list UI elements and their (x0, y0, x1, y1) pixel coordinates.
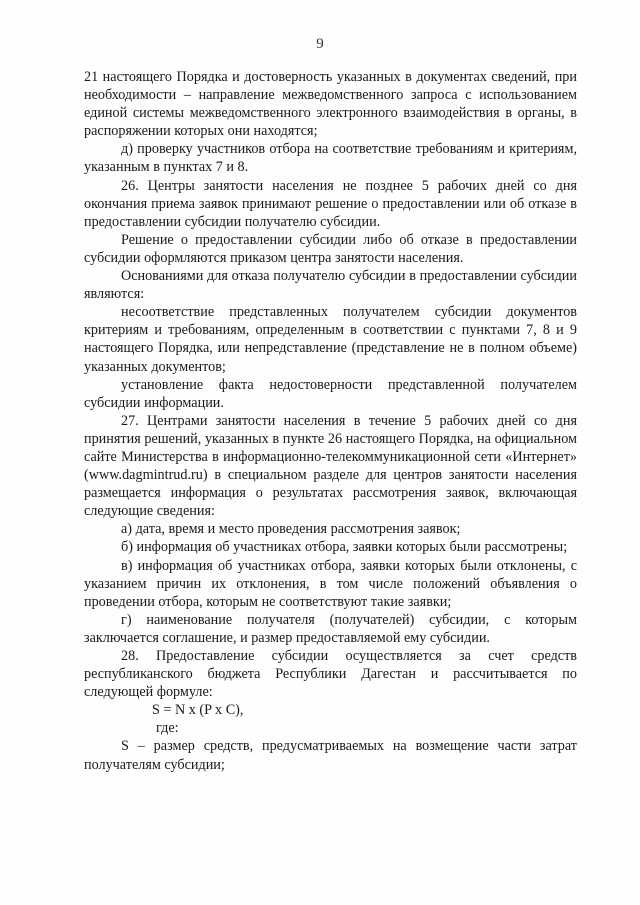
paragraph: несоответствие представленных получателем субсидии документов критериям и требованиям, определенным в соответствии с пунктами 7, 8 и 9 настоящего Порядка, или непредставление (представление не в полном объеме) указанных документов; (84, 304, 577, 375)
document-body (84, 68, 577, 774)
paragraph: 26. Центры занятости населения не позднее 5 рабочих дней со дня окончания приема заявок принимают решение о предоставлении или об отказе в предоставлении субсидии получателю субсидии. (84, 177, 577, 230)
paragraph: 27. Центрами занятости населения в течение 5 рабочих дней со дня принятия решений, указанных в пункте 26 настоящего Порядка, на официальном сайте Министерства в информационно-телекоммуникационной сети «Интернет» (www.dagmintrud.ru) в специальном разделе для центров занятости населения размещается информация о результатах рассмотрения заявок, включающая следующие сведения: (84, 412, 577, 520)
paragraph: 28. Предоставление субсидии осуществляется за счет средств республиканского бюджета Республики Дагестан и рассчитывается по следующей формуле: (84, 648, 577, 701)
paragraph: г) наименование получателя (получателей) субсидии, с которым заключается соглашение, и размер предоставляемой ему субсидии. (84, 611, 577, 646)
paragraph: S – размер средств, предусматриваемых на возмещение части затрат получателям субсидии; (84, 738, 577, 773)
paragraph: Решение о предоставлении субсидии либо об отказе в предоставлении субсидии оформляются приказом центра занятости населения. (84, 231, 577, 266)
formula: S = N x (P x C), (152, 702, 244, 719)
paragraph: д) проверку участников отбора на соответствие требованиям и критериям, указанным в пунктах 7 и 8. (84, 141, 577, 176)
paragraph: в) информация об участниках отбора, заявки которых были отклонены, с указанием причин их отклонения, в том числе положений объявления о проведении отбора, которым не соответствуют такие заявки; (84, 557, 577, 610)
paragraph: а) дата, время и место проведения рассмотрения заявок; (121, 521, 461, 538)
formula-where-label: где: (156, 720, 179, 737)
paragraph: б) информация об участниках отбора, заявки которых были рассмотрены; (121, 539, 568, 556)
paragraph: установление факта недостоверности представленной получателем субсидии информации. (84, 376, 577, 411)
paragraph: 21 настоящего Порядка и достоверность указанных в документах сведений, при необходимости – направление межведомственного запроса с использованием единой системы межведомственного электронного взаимодействия в органы, в распоряжении которых они находятся; (84, 69, 577, 140)
paragraph: Основаниями для отказа получателю субсидии в предоставлении субсидии являются: (84, 268, 577, 303)
page-number: 9 (316, 36, 324, 52)
